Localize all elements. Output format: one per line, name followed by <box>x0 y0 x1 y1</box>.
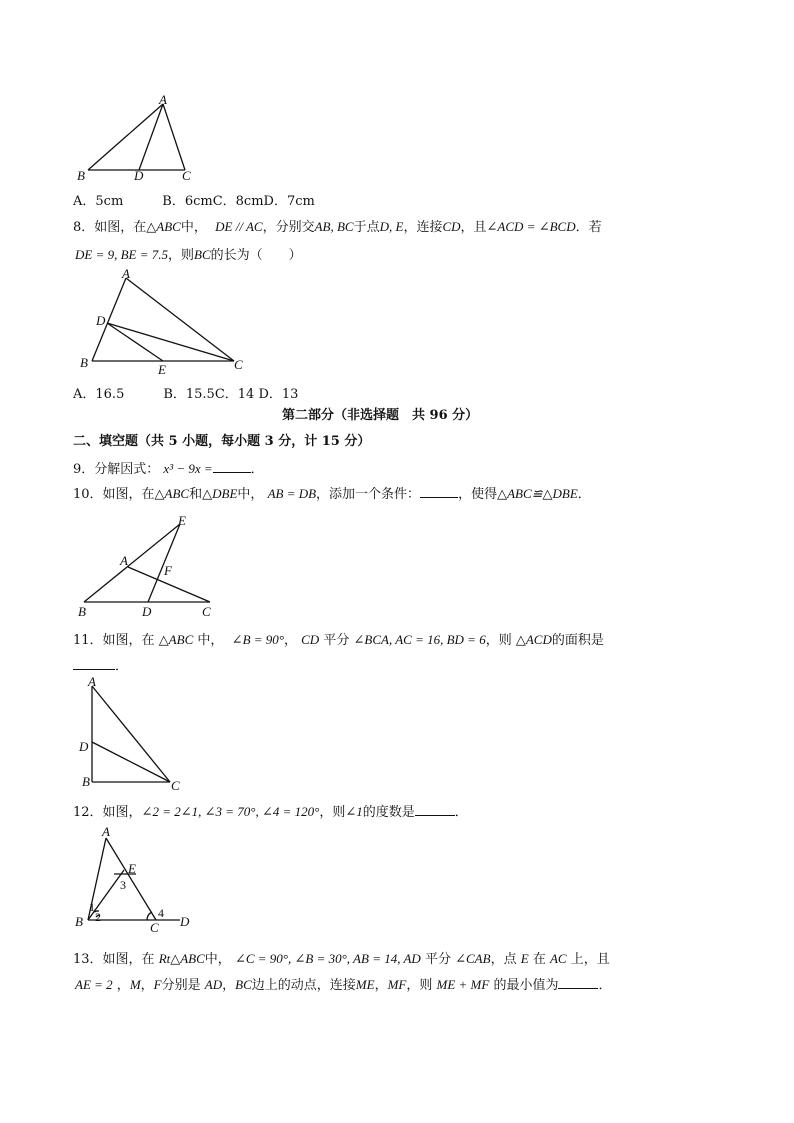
label-A: A <box>88 674 96 689</box>
figure-q12-angles <box>72 822 197 934</box>
q8-options: A．16.5 B．15.5C．14 D．13 <box>73 387 299 402</box>
label-E: E <box>158 362 166 377</box>
label-B: B <box>77 168 85 183</box>
q10-line: 10．如图，在△ABC和△DBE中， AB = DB，添加一个条件： ，使得△ABC≌△DBE． <box>73 486 591 502</box>
label-D: D <box>142 604 152 619</box>
label-E: E <box>128 861 136 876</box>
label-D: D <box>96 313 106 328</box>
figure-q10-triangles <box>74 512 224 620</box>
label-E: E <box>178 513 186 528</box>
q12-blank <box>415 815 455 816</box>
label-B: B <box>82 774 90 789</box>
q11-line1: 11．如图，在 △ABC 中， ∠B = 90°， CD 平分 ∠BCA, AC = 16, BD = 6，则 △ACD的面积是 <box>73 632 604 648</box>
figure-q7-triangle <box>74 92 204 184</box>
q13-line1: 13．如图，在 Rt△ABC中， ∠C = 90°, ∠B = 30°, AB = 14, AD 平分 ∠CAB，点 E 在 AC 上，且 <box>73 951 610 967</box>
label-C: C <box>182 168 191 183</box>
part2-title: 第二部分（非选择题 共 96 分） <box>282 408 479 423</box>
label-4: 4 <box>158 906 164 920</box>
q13-line2: AE = 2 ，M，F分别是 AD，BC边上的动点，连接ME，MF，则 ME + MF 的最小值为 ． <box>75 977 612 993</box>
label-B: B <box>80 355 88 370</box>
label-C: C <box>150 920 159 934</box>
label-D: D <box>134 168 144 183</box>
q10-blank <box>420 497 458 498</box>
figure-q8-triangle <box>74 266 254 378</box>
label-A: A <box>159 92 167 107</box>
q7-options: A．5cm B．6cmC．8cmD．7cm <box>73 194 315 209</box>
label-1: 1 <box>89 900 95 914</box>
label-A: A <box>122 266 130 281</box>
label-B: B <box>78 604 86 619</box>
q8-line2: DE = 9, BE = 7.5，则BC的长为（ ） <box>75 247 302 263</box>
q9-line: 9．分解因式： x³ − 9x = ． <box>73 461 264 477</box>
label-B: B <box>75 914 83 929</box>
label-C: C <box>202 604 211 619</box>
label-2: 2 <box>95 910 101 924</box>
figure-q11-right-triangle <box>74 672 194 794</box>
q9-blank <box>213 472 251 473</box>
label-F: F <box>164 563 172 578</box>
label-A: A <box>120 553 128 568</box>
label-3: 3 <box>120 878 126 892</box>
label-D: D <box>79 739 89 754</box>
q11-line2: ． <box>73 655 128 674</box>
label-D: D <box>180 914 190 929</box>
q8-line1: 8．如图，在△ABC中， DE // AC，分别交AB, BC于点D, E，连接CD，且∠ACD = ∠BCD．若 <box>73 219 602 235</box>
q11-blank <box>73 669 115 670</box>
label-C: C <box>171 778 180 793</box>
label-C: C <box>234 357 243 372</box>
q13-blank <box>558 988 598 989</box>
section-fill-blank: 二、填空题（共 5 小题，每小题 3 分，计 15 分） <box>73 434 371 449</box>
label-A: A <box>102 824 110 839</box>
q12-line: 12．如图，∠2 = 2∠1, ∠3 = 70°, ∠4 = 120°，则∠1的度数是 ． <box>73 804 468 820</box>
